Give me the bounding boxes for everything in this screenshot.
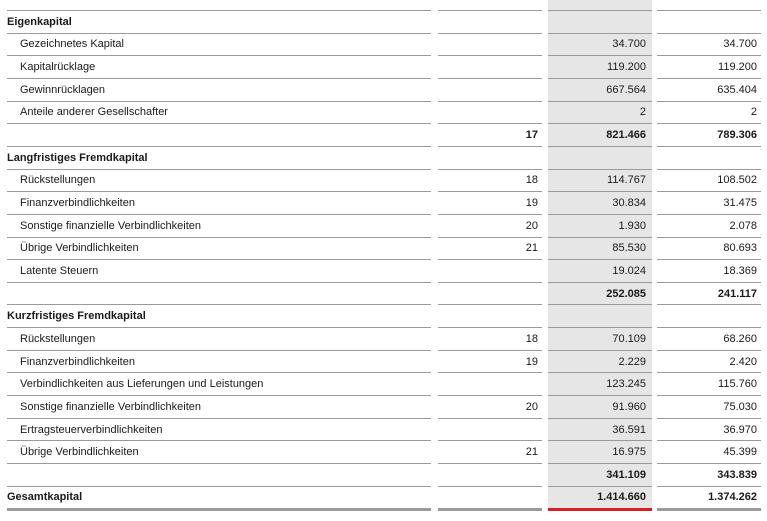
row-note-text: 17 bbox=[525, 129, 538, 142]
row-label bbox=[7, 372, 431, 395]
table-row bbox=[0, 350, 767, 373]
row-value-current bbox=[548, 123, 652, 146]
row-value-prior bbox=[657, 78, 761, 101]
row-label bbox=[7, 327, 431, 350]
row-value-prior-text: 119.200 bbox=[718, 61, 757, 74]
row-value-prior bbox=[657, 237, 761, 260]
row-value-prior-text: 2 bbox=[750, 106, 757, 119]
row-label-text: Eigenkapital bbox=[7, 15, 72, 28]
row-note-text: 20 bbox=[525, 400, 538, 413]
row-note bbox=[438, 395, 542, 418]
row-value-current-text: 70.109 bbox=[612, 332, 646, 345]
row-label bbox=[7, 282, 431, 305]
row-label-text: Übrige Verbindlichkeiten bbox=[20, 446, 139, 459]
row-note bbox=[438, 304, 542, 327]
row-value-prior-text: 2.420 bbox=[729, 355, 757, 368]
table-row bbox=[0, 418, 767, 441]
row-label-text: Langfristiges Fremdkapital bbox=[7, 151, 148, 164]
row-label bbox=[7, 440, 431, 463]
row-value-prior bbox=[657, 304, 761, 327]
table-row bbox=[0, 440, 767, 463]
row-note bbox=[438, 350, 542, 373]
row-value-prior bbox=[657, 440, 761, 463]
row-label bbox=[7, 191, 431, 214]
table-row bbox=[0, 214, 767, 237]
row-value-current bbox=[548, 78, 652, 101]
row-value-prior bbox=[657, 372, 761, 395]
row-value-prior-text: 635.404 bbox=[717, 83, 757, 96]
row-value-current-text: 34.700 bbox=[612, 38, 646, 51]
row-note bbox=[438, 372, 542, 395]
row-value-prior bbox=[657, 350, 761, 373]
row-value-current bbox=[548, 237, 652, 260]
row-note bbox=[438, 486, 542, 509]
row-value-prior-text: 789.306 bbox=[717, 129, 757, 142]
row-value-prior-text: 115.760 bbox=[718, 378, 757, 391]
row-value-prior-text: 36.970 bbox=[723, 423, 757, 436]
row-note-text: 18 bbox=[525, 332, 538, 345]
row-value-current-text: 1.414.660 bbox=[597, 491, 646, 504]
row-value-prior bbox=[657, 486, 761, 509]
row-value-current bbox=[548, 169, 652, 192]
row-note bbox=[438, 101, 542, 124]
row-value-current bbox=[548, 101, 652, 124]
row-value-current bbox=[548, 304, 652, 327]
section-total-row bbox=[0, 282, 767, 305]
table-row bbox=[0, 101, 767, 124]
row-note bbox=[438, 327, 542, 350]
row-label-text: Kapitalrücklage bbox=[20, 61, 96, 74]
row-value-prior bbox=[657, 463, 761, 486]
row-note bbox=[438, 169, 542, 192]
row-note-text: 20 bbox=[525, 219, 538, 232]
row-label bbox=[7, 33, 431, 56]
table-row bbox=[0, 237, 767, 260]
row-value-current-text: 341.109 bbox=[606, 468, 646, 481]
table-row bbox=[0, 169, 767, 192]
row-label bbox=[7, 169, 431, 192]
row-label-text: Gezeichnetes Kapital bbox=[20, 38, 124, 51]
row-value-current bbox=[548, 463, 652, 486]
table-row bbox=[0, 327, 767, 350]
table-row bbox=[0, 55, 767, 78]
row-value-prior bbox=[657, 259, 761, 282]
row-value-prior bbox=[657, 169, 761, 192]
row-value-current bbox=[548, 395, 652, 418]
row-note bbox=[438, 10, 542, 33]
row-note bbox=[438, 146, 542, 169]
bottom-rule-label bbox=[7, 508, 431, 511]
row-label bbox=[7, 418, 431, 441]
section-header bbox=[0, 146, 767, 169]
row-label bbox=[7, 214, 431, 237]
row-label bbox=[7, 486, 431, 509]
table-row bbox=[0, 78, 767, 101]
row-value-prior bbox=[657, 123, 761, 146]
row-note bbox=[438, 33, 542, 56]
row-value-prior-text: 1.374.262 bbox=[708, 491, 757, 504]
row-value-prior-text: 34.700 bbox=[723, 38, 757, 51]
row-value-current bbox=[548, 418, 652, 441]
row-label bbox=[7, 259, 431, 282]
row-value-prior bbox=[657, 282, 761, 305]
row-value-current bbox=[548, 259, 652, 282]
row-value-current-text: 16.975 bbox=[612, 446, 646, 459]
section-total-row bbox=[0, 123, 767, 146]
row-label-text: Sonstige finanzielle Verbindlichkeiten bbox=[20, 400, 202, 413]
row-value-prior bbox=[657, 214, 761, 237]
row-value-current-text: 123.245 bbox=[606, 378, 646, 391]
row-label-text: Übrige Verbindlichkeiten bbox=[20, 242, 139, 255]
row-value-current bbox=[548, 327, 652, 350]
row-label bbox=[7, 78, 431, 101]
bottom-rule-prior bbox=[657, 508, 761, 511]
row-label-text: Latente Steuern bbox=[20, 264, 99, 277]
row-value-prior bbox=[657, 146, 761, 169]
row-value-prior bbox=[657, 101, 761, 124]
row-value-current bbox=[548, 282, 652, 305]
row-value-current bbox=[548, 10, 652, 33]
row-label bbox=[7, 55, 431, 78]
row-note-text: 19 bbox=[525, 197, 538, 209]
row-value-prior bbox=[657, 55, 761, 78]
row-value-prior-text: 2.078 bbox=[729, 219, 757, 232]
row-label-text: Gesamtkapital bbox=[7, 491, 83, 504]
row-value-prior-text: 343.839 bbox=[717, 468, 757, 481]
row-label-text: Rückstellungen bbox=[20, 174, 96, 187]
bottom-rule-current-accent bbox=[548, 508, 652, 511]
row-value-current-text: 2.229 bbox=[618, 355, 646, 368]
row-note-text: 21 bbox=[525, 446, 538, 459]
row-value-current bbox=[548, 146, 652, 169]
row-value-prior bbox=[657, 10, 761, 33]
row-note-text: 19 bbox=[525, 355, 538, 368]
row-label-text: Gewinnrücklagen bbox=[20, 83, 105, 96]
row-note bbox=[438, 78, 542, 101]
row-label bbox=[7, 304, 431, 327]
row-value-prior-text: 31.475 bbox=[723, 197, 757, 209]
row-value-current-text: 91.960 bbox=[612, 400, 646, 413]
row-label bbox=[7, 395, 431, 418]
grand-total-row bbox=[0, 486, 767, 509]
table-row bbox=[0, 372, 767, 395]
row-value-prior bbox=[657, 33, 761, 56]
row-value-prior bbox=[657, 327, 761, 350]
row-value-prior bbox=[657, 418, 761, 441]
row-value-prior-text: 75.030 bbox=[723, 400, 757, 413]
row-note bbox=[438, 440, 542, 463]
row-value-current-text: 19.024 bbox=[612, 264, 646, 277]
row-label bbox=[7, 350, 431, 373]
row-value-current-text: 1.930 bbox=[618, 219, 646, 232]
table-row bbox=[0, 33, 767, 56]
row-value-current-text: 36.591 bbox=[612, 423, 646, 436]
row-note bbox=[438, 259, 542, 282]
row-value-current-text: 119.200 bbox=[607, 61, 646, 74]
row-label bbox=[7, 463, 431, 486]
row-note bbox=[438, 123, 542, 146]
row-note bbox=[438, 191, 542, 214]
row-value-current bbox=[548, 486, 652, 509]
row-value-current-text: 252.085 bbox=[606, 287, 646, 300]
row-value-current-text: 2 bbox=[639, 106, 646, 119]
row-note bbox=[438, 55, 542, 78]
row-label bbox=[7, 237, 431, 260]
row-note bbox=[438, 214, 542, 237]
row-value-current-text: 821.466 bbox=[606, 129, 646, 142]
row-value-current-text: 30.834 bbox=[612, 197, 646, 209]
row-note bbox=[438, 237, 542, 260]
row-value-current-text: 667.564 bbox=[606, 83, 646, 96]
row-label-text: Finanzverbindlichkeiten bbox=[20, 197, 135, 209]
row-note bbox=[438, 463, 542, 486]
row-value-prior-text: 45.399 bbox=[723, 446, 757, 459]
row-value-current bbox=[548, 372, 652, 395]
row-label bbox=[7, 123, 431, 146]
row-label bbox=[7, 101, 431, 124]
table-row bbox=[0, 395, 767, 418]
row-note-text: 18 bbox=[525, 174, 538, 187]
row-value-prior bbox=[657, 191, 761, 214]
row-value-current bbox=[548, 440, 652, 463]
section-header bbox=[0, 10, 767, 33]
row-value-prior-text: 68.260 bbox=[723, 332, 757, 345]
row-label bbox=[7, 146, 431, 169]
bottom-rule-note bbox=[438, 508, 542, 511]
row-label-text: Ertragsteuerverbindlichkeiten bbox=[20, 423, 163, 436]
row-label-text: Rückstellungen bbox=[20, 332, 96, 345]
row-label-text: Kurzfristiges Fremdkapital bbox=[7, 310, 146, 323]
table-row bbox=[0, 259, 767, 282]
row-value-current bbox=[548, 191, 652, 214]
row-value-prior-text: 18.369 bbox=[723, 264, 757, 277]
row-value-prior-text: 241.117 bbox=[717, 287, 757, 300]
row-value-current bbox=[548, 55, 652, 78]
row-value-current bbox=[548, 214, 652, 237]
row-value-current-text: 85.530 bbox=[612, 242, 646, 255]
row-note bbox=[438, 418, 542, 441]
row-note-text: 21 bbox=[525, 242, 538, 255]
row-label-text: Finanzverbindlichkeiten bbox=[20, 355, 135, 368]
row-note bbox=[438, 282, 542, 305]
row-value-prior bbox=[657, 395, 761, 418]
row-value-current bbox=[548, 350, 652, 373]
row-value-current-text: 114.767 bbox=[607, 174, 646, 187]
section-total-row bbox=[0, 463, 767, 486]
row-label-text: Verbindlichkeiten aus Lieferungen und Leistungen bbox=[20, 378, 264, 391]
row-label bbox=[7, 10, 431, 33]
table-row bbox=[0, 191, 767, 214]
row-value-prior-text: 80.693 bbox=[723, 242, 757, 255]
row-label-text: Anteile anderer Gesellschafter bbox=[20, 106, 168, 119]
row-label-text: Sonstige finanzielle Verbindlichkeiten bbox=[20, 219, 202, 232]
row-value-prior-text: 108.502 bbox=[717, 174, 757, 187]
section-header bbox=[0, 304, 767, 327]
row-value-current bbox=[548, 33, 652, 56]
